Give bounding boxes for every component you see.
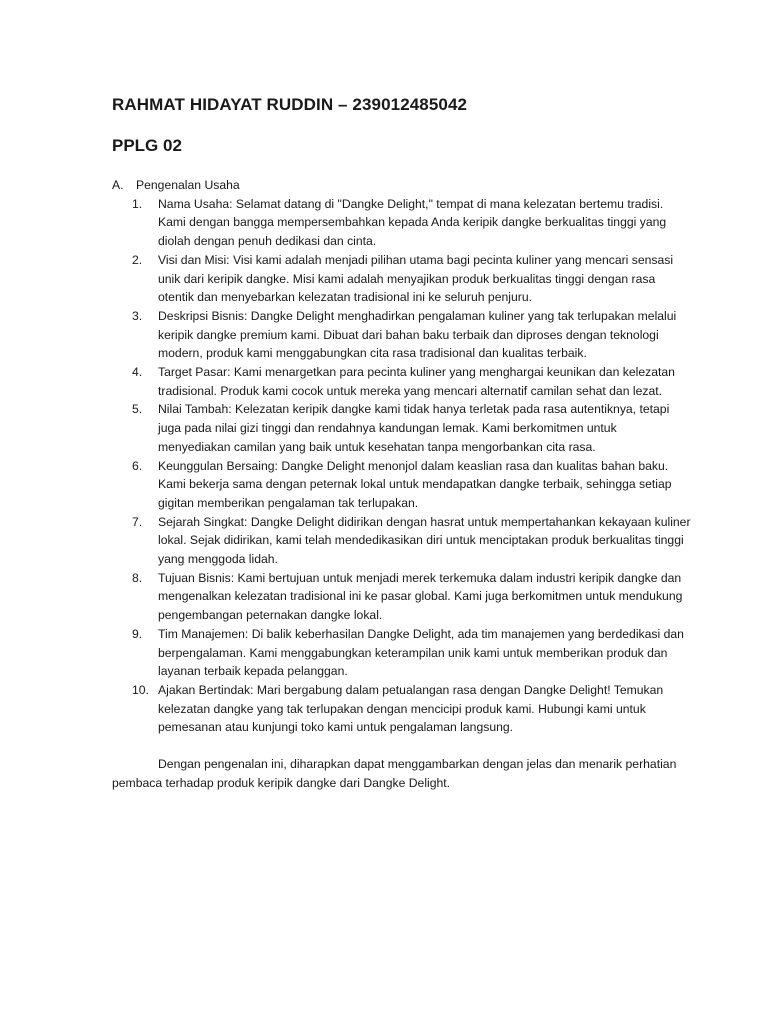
list-item-number: 1.: [132, 196, 143, 211]
document-title: RAHMAT HIDAYAT RUDDIN – 239012485042: [112, 95, 468, 114]
list-item: [112, 569, 692, 625]
list-item-text: Visi dan Misi: Visi kami adalah menjadi pilihan utama bagi pecinta kuliner yang mencari sensasi unik dari keripik dangke. Misi kami adalah menyajikan produk berkualitas tinggi dengan rasa otentik dan menyebarkan kelezatan tradisional ini ke seluruh penjuru.: [158, 252, 674, 305]
list-item-number: 5.: [132, 402, 143, 417]
list-item-number: 2.: [132, 252, 143, 267]
section-letter: A.: [112, 178, 124, 192]
list-item-number: 3.: [132, 308, 143, 323]
list-item-text: Target Pasar: Kami menargetkan para pecinta kuliner yang menghargai keunikan dan kelezatan tradisional. Produk kami cocok untuk mereka yang mencari alternatif camilan sehat dan lezat.: [158, 365, 675, 398]
list-item-text: Tujuan Bisnis: Kami bertujuan untuk menjadi merek terkemuka dalam industri keripik dangke dan mengenalkan kelezatan tradisional ini ke pasar global. Kami juga berkomitmen untuk mendukung pengembangan peternakan dangke lokal.: [158, 570, 683, 623]
list-item: [112, 625, 692, 681]
list-item-number: 10.: [132, 682, 149, 697]
list-item: [112, 457, 692, 513]
list-item: [112, 251, 692, 307]
list-item-text: Ajakan Bertindak: Mari bergabung dalam petualangan rasa dengan Dangke Delight! Temukan kelezatan dangke yang tak terlupakan dengan mencicipi produk kami. Hubungi kami untuk pemesanan atau kunjungi toko kami untuk pengalaman langsung.: [158, 682, 664, 735]
list-item: [112, 195, 692, 251]
list-item-number: 9.: [132, 626, 143, 641]
list-item-text: Deskripsi Bisnis: Dangke Delight menghadirkan pengalaman kuliner yang tak terlupakan melalui keripik dangke premium kami. Dibuat dari bahan baku terbaik dan diproses dengan teknologi modern, produk kami menggabungkan cita rasa tradisional dan kualitas terbaik.: [158, 308, 677, 361]
list-item-number: 4.: [132, 365, 143, 380]
list-item-text: Nilai Tambah: Kelezatan keripik dangke kami tidak hanya terletak pada rasa autentiknya, tetapi juga pada nilai gizi tinggi dan rendahnya kandungan lemak. Kami berkomitmen untuk menyediakan camilan yang baik untuk kesehatan tanpa mengorbankan cita rasa.: [158, 402, 670, 454]
list-item: [112, 400, 692, 456]
section-heading: [112, 176, 692, 195]
list-item: [112, 307, 692, 363]
numbered-list: [112, 195, 692, 737]
list-item: [112, 681, 692, 737]
document-page: [112, 92, 692, 805]
list-item-text: Nama Usaha: Selamat datang di "Dangke Delight," tempat di mana kelezatan bertemu tradisi. Kami dengan bangga mempersembahkan kepada Anda keripik dangke berkualitas tinggi yang diolah dengan penuh dedikasi dan cinta.: [158, 196, 667, 249]
list-item-number: 7.: [132, 514, 143, 529]
list-item-text: Keunggulan Bersaing: Dangke Delight menonjol dalam keaslian rasa dan kualitas bahan baku. Kami bekerja sama dengan peternak lokal untuk mendapatkan dangke terbaik, sehingga setiap gigitan memberikan pengalaman tak terlupakan.: [158, 458, 672, 510]
section-pengenalan-usaha: [112, 176, 692, 737]
list-item-number: 8.: [132, 570, 143, 585]
closing-paragraph: Dengan pengenalan ini, diharapkan dapat menggambarkan dengan jelas dan menarik perhatian pembaca terhadap produk keripik dangke dari Dangke Delight.: [112, 757, 677, 790]
list-item-text: Sejarah Singkat: Dangke Delight didirikan dengan hasrat untuk mempertahankan kekayaan kuliner lokal. Sejak didirikan, kami telah mendedikasikan diri untuk menciptakan produk berkualitas tinggi yang menggoda lidah.: [158, 514, 691, 567]
list-item: [112, 513, 692, 569]
section-title: Pengenalan Usaha: [136, 178, 240, 192]
list-item-text: Tim Manajemen: Di balik keberhasilan Dangke Delight, ada tim manajemen yang berdedikasi dan berpengalaman. Kami menggabungkan keterampilan unik kami untuk memberikan produk dan layanan terbaik kepada pelanggan.: [158, 626, 684, 679]
list-item-number: 6.: [132, 458, 143, 473]
list-item: [112, 363, 692, 400]
document-subtitle: PPLG 02: [112, 136, 182, 155]
